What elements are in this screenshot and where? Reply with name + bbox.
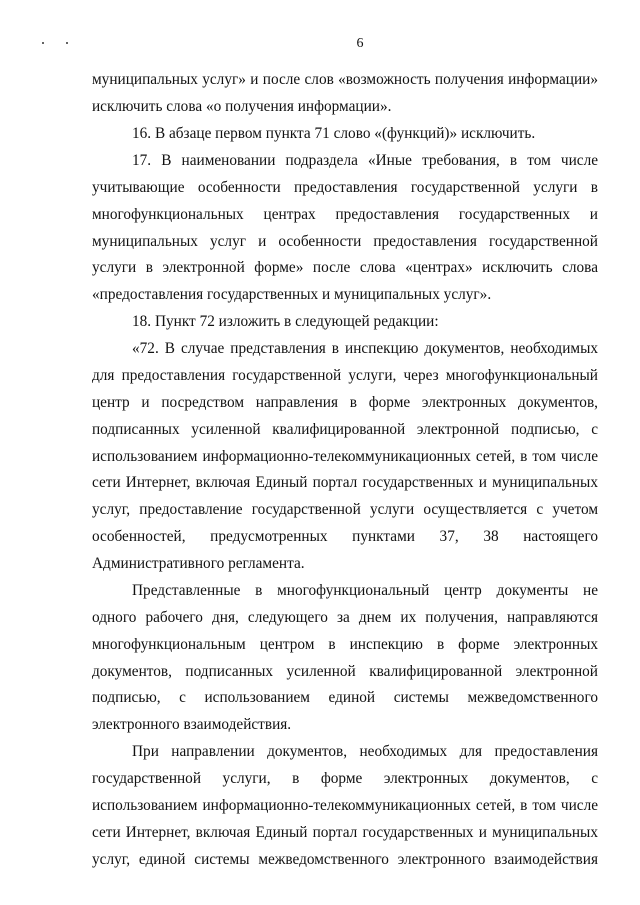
text-line: многофункциональных центрах предоставления государственных и (92, 206, 598, 223)
text-line: Представленные в многофункциональный центр документы не (132, 582, 598, 599)
text-line: муниципальных услуг» и после слов «возможность получения информации» (92, 71, 598, 88)
text-line: использованием информационно-телекоммуникационных сетей, в том числе (92, 448, 598, 465)
text-line: «предоставления государственных и муниципальных услуг». (92, 286, 492, 303)
text-line: услуг, единой системы межведомственного электронного взаимодействия (92, 851, 598, 868)
text-line: подписанных усиленной квалифицированной электронной подписью, с (92, 421, 598, 438)
text-line: 16. В абзаце первом пункта 71 слово «(функций)» исключить. (132, 125, 536, 142)
text-line: государственной услуги, в форме электронных документов, с (92, 770, 598, 787)
text-line: «72. В случае представления в инспекцию документов, необходимых (132, 340, 598, 357)
page-number: 6 (356, 36, 364, 51)
text-line: сети Интернет, включая Единый портал государственных и муниципальных (92, 824, 598, 841)
text-line: сети Интернет, включая Единый портал государственных и муниципальных (92, 474, 598, 491)
text-line: Административного регламента. (92, 555, 305, 572)
text-line: особенностей, предусмотренных пунктами 37, 38 настоящего (92, 528, 598, 545)
text-line: многофункциональным центром в инспекцию в форме электронных (92, 636, 598, 653)
text-line: документов, подписанных усиленной квалифицированной электронной (92, 663, 598, 680)
text-line: услуги в электронной форме» после слова «центрах» исключить слова (92, 259, 598, 276)
text-line: 18. Пункт 72 изложить в следующей редакции: (132, 313, 439, 330)
text-line: центр и посредством направления в форме электронных документов, (92, 394, 598, 411)
text-line: электронного взаимодействия. (92, 716, 292, 733)
text-line: подписью, с использованием единой системы межведомственного (92, 689, 598, 706)
text-line: муниципальных услуг и особенности предоставления государственной (92, 233, 598, 250)
text-line: исключить слова «о получения информации». (92, 98, 392, 115)
text-line: 17. В наименовании подраздела «Иные требования, в том числе (132, 152, 598, 169)
text-line: услуг, предоставление государственной услуги осуществляется с учетом (92, 501, 598, 518)
text-line: использованием информационно-телекоммуникационных сетей, в том числе (92, 797, 598, 814)
text-line: учитывающие особенности предоставления государственной услуги в (92, 179, 598, 196)
text-line: одного рабочего дня, следующего за днем их получения, направляются (92, 609, 598, 626)
text-line: для предоставления государственной услуги, через многофункциональный (92, 367, 598, 384)
text-line: При направлении документов, необходимых для предоставления (132, 743, 598, 760)
